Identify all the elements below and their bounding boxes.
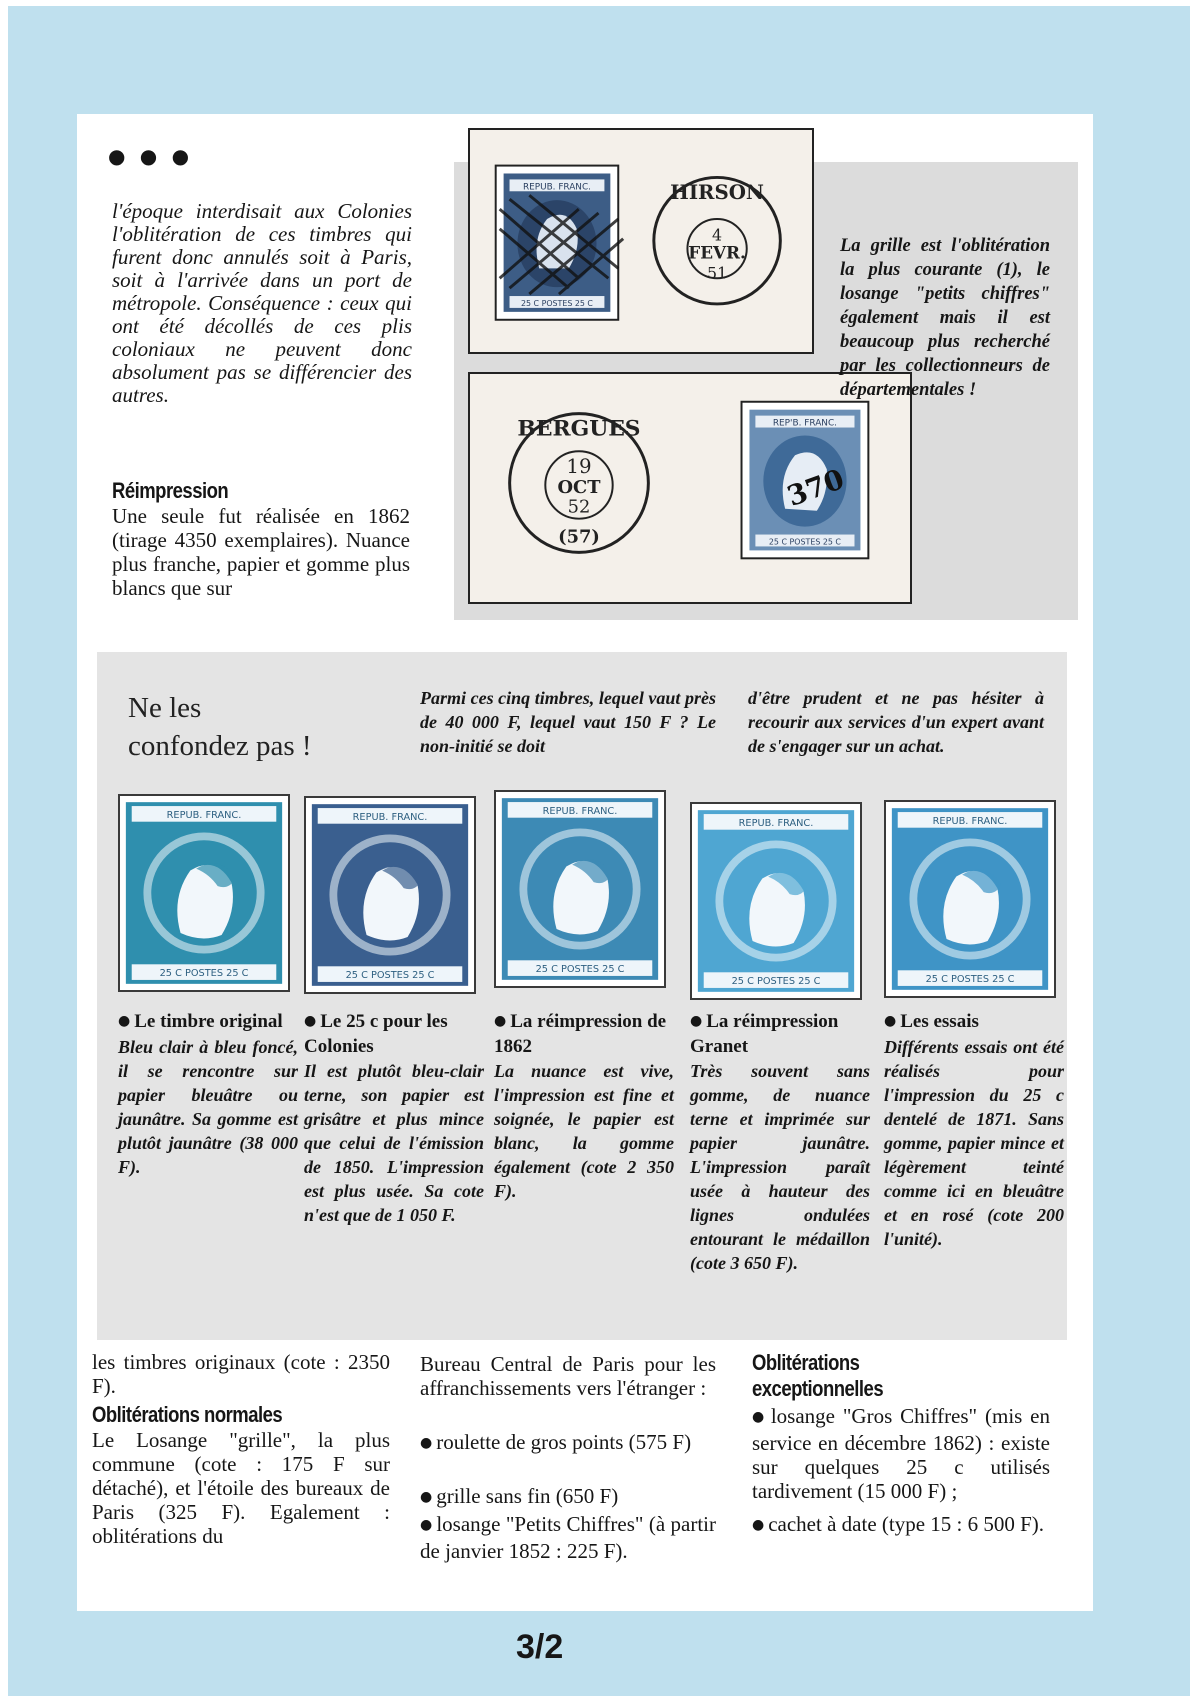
stamp-text: Très souvent sans gomme, de nuance terne et imprimée sur papier jaunâtre. L'impression paraît usée à hauteur des lignes ondulées entourant le médaillon (cote 3 650 F). [690, 1061, 870, 1273]
stamp-title: ● La réimpression Granet [690, 1011, 839, 1057]
stamp-image [494, 790, 666, 988]
stamp-frame-text: REPUB. FRANC. [352, 811, 428, 823]
stamp-description [884, 1010, 1064, 1251]
box-title-line1: Ne les [128, 692, 202, 724]
stamp-frame-text: REPUB. FRANC. [738, 817, 814, 829]
stamp-text: Différents essais ont été réalisés pour l'impression du 25 c dentelé de 1871. Sans gomme, papier mince et légèrement teinté comme ici en bleuâtre et en rosé (cote 200 l'unité). [884, 1037, 1064, 1249]
svg-text:REPUB. FRANC.: REPUB. FRANC. [522, 182, 591, 193]
stamp-illustration [306, 798, 474, 992]
stamp-text: Bleu clair à bleu foncé, il se rencontre sur papier bleuâtre ou jaunâtre. Sa gomme est plutôt jaunâtre (38 000 F). [118, 1037, 298, 1177]
col1-heading: Oblitérations normales [92, 1402, 283, 1427]
col2-intro: Bureau Central de Paris pour les affranchissements vers l'étranger : [420, 1352, 716, 1400]
col1-intro: les timbres originaux (cote : 2350 F). [92, 1350, 390, 1398]
stamp-frame-text: REPUB. FRANC. [166, 809, 242, 821]
reimpression-heading: Réimpression [112, 478, 229, 503]
svg-text:370: 370 [782, 462, 849, 514]
stamp-image [118, 794, 290, 992]
stamp-description [690, 1010, 870, 1275]
intro-paragraph: l'époque interdisait aux Colonies l'oblitération de ces timbres qui furent donc annulés soit à Paris, soit à l'arrivée dans un port de métropole. Conséquence : ceux qui ont été décollés de ces plis coloniaux ne peuvent donc absolument pas se différencier des autres. [112, 199, 412, 407]
stamp-title: ● Le 25 c pour les Colonies [304, 1011, 448, 1057]
stamp-value-text: 25 C POSTES 25 C [925, 974, 1015, 986]
box-title-line2: confondez pas ! [128, 730, 312, 762]
col3-item: ● losange "Gros Chiffres" (mis en service en décembre 1862) : existe sur quelques 25 c utilisés tardivement (15 000 F) ; [752, 1404, 1051, 1503]
stamp-illustration [886, 802, 1054, 996]
svg-text:(57): (57) [558, 526, 600, 548]
svg-text:HIRSON: HIRSON [670, 180, 765, 205]
cover-photo-bergues [468, 372, 912, 604]
svg-text:25 C POSTES 25 C: 25 C POSTES 25 C [521, 298, 593, 308]
cover-illustration-bergues [470, 374, 910, 604]
cover-illustration-hirson [470, 130, 812, 353]
continuation-dots: ● ● ● [108, 144, 194, 168]
stamp-value-text: 25 C POSTES 25 C [159, 968, 249, 980]
stamp-description [494, 1010, 674, 1203]
stamp-title: ● Les essais [884, 1011, 979, 1032]
svg-text:REP'B. FRANC.: REP'B. FRANC. [772, 418, 838, 429]
svg-text:4: 4 [712, 225, 723, 245]
stamp-value-text: 25 C POSTES 25 C [535, 964, 625, 976]
box-intro-a: Parmi ces cinq timbres, lequel vaut près de 40 000 F, lequel vaut 150 F ? Le non-initié se doit [420, 688, 716, 756]
reimpression-body: Une seule fut réalisée en 1862 (tirage 4350 exemplaires). Nuance plus franche, papier et gomme plus blancs que sur [112, 504, 410, 600]
stamp-value-text: 25 C POSTES 25 C [345, 970, 435, 982]
col3-item: ● cachet à date (type 15 : 6 500 F). [752, 1512, 1045, 1536]
svg-text:52: 52 [567, 496, 591, 518]
col3-heading-line1: Oblitérations [752, 1350, 860, 1375]
stamp-frame-text: REPUB. FRANC. [932, 815, 1008, 827]
svg-text:25 C POSTES 25 C: 25 C POSTES 25 C [768, 537, 841, 547]
col3-heading-line2: exceptionnelles [752, 1376, 884, 1401]
svg-text:OCT: OCT [557, 476, 601, 498]
box-intro-b: d'être prudent et ne pas hésiter à recourir aux services d'un expert avant de s'engager sur un achat. [748, 688, 1044, 756]
stamp-illustration [496, 792, 664, 986]
col2-item: ● losange "Petits Chiffres" (à partir de janvier 1852 : 225 F). [420, 1512, 716, 1563]
stamp-value-text: 25 C POSTES 25 C [731, 976, 821, 988]
svg-text:51: 51 [707, 263, 728, 283]
stamp-title: ● Le timbre original [118, 1011, 283, 1032]
stamp-image [884, 800, 1056, 998]
stamp-illustration [120, 796, 288, 990]
stamp-text: Il est plutôt bleu-clair terne, son papier est grisâtre et plus mince que celui de l'émission de 1850. L'impression est plus usée. Sa cote n'est que de 1 050 F. [304, 1061, 484, 1225]
svg-text:19: 19 [566, 455, 592, 479]
svg-text:BERGUES: BERGUES [517, 416, 641, 442]
stamp-image [304, 796, 476, 994]
stamp-description [304, 1010, 484, 1227]
col2-item: ● roulette de gros points (575 F) [420, 1430, 692, 1454]
stamp-description [118, 1010, 298, 1179]
col1-body: Le Losange "grille", la plus commune (cote : 175 F sur détaché), et l'étoile des bureaux de Paris (325 F). Egalement : oblitérations du [92, 1428, 390, 1548]
stamp-frame-text: REPUB. FRANC. [542, 805, 618, 817]
cover-photo-hirson [468, 128, 814, 354]
svg-text:FEVR.: FEVR. [688, 242, 746, 263]
col2-item: ● grille sans fin (650 F) [420, 1484, 619, 1508]
stamp-text: La nuance est vive, l'impression est fine et soignée, le papier est blanc, la gomme également (cote 2 350 F). [494, 1061, 674, 1201]
stamp-illustration [692, 804, 860, 998]
stamp-image [690, 802, 862, 1000]
page-number: 3/2 [516, 1628, 564, 1666]
stamp-title: ● La réimpression de 1862 [494, 1011, 667, 1057]
photo-caption: La grille est l'oblitération la plus courante (1), le losange "petits chiffres" également mais il est beaucoup plus recherché par les collectionneurs de départementales ! [840, 236, 1050, 400]
